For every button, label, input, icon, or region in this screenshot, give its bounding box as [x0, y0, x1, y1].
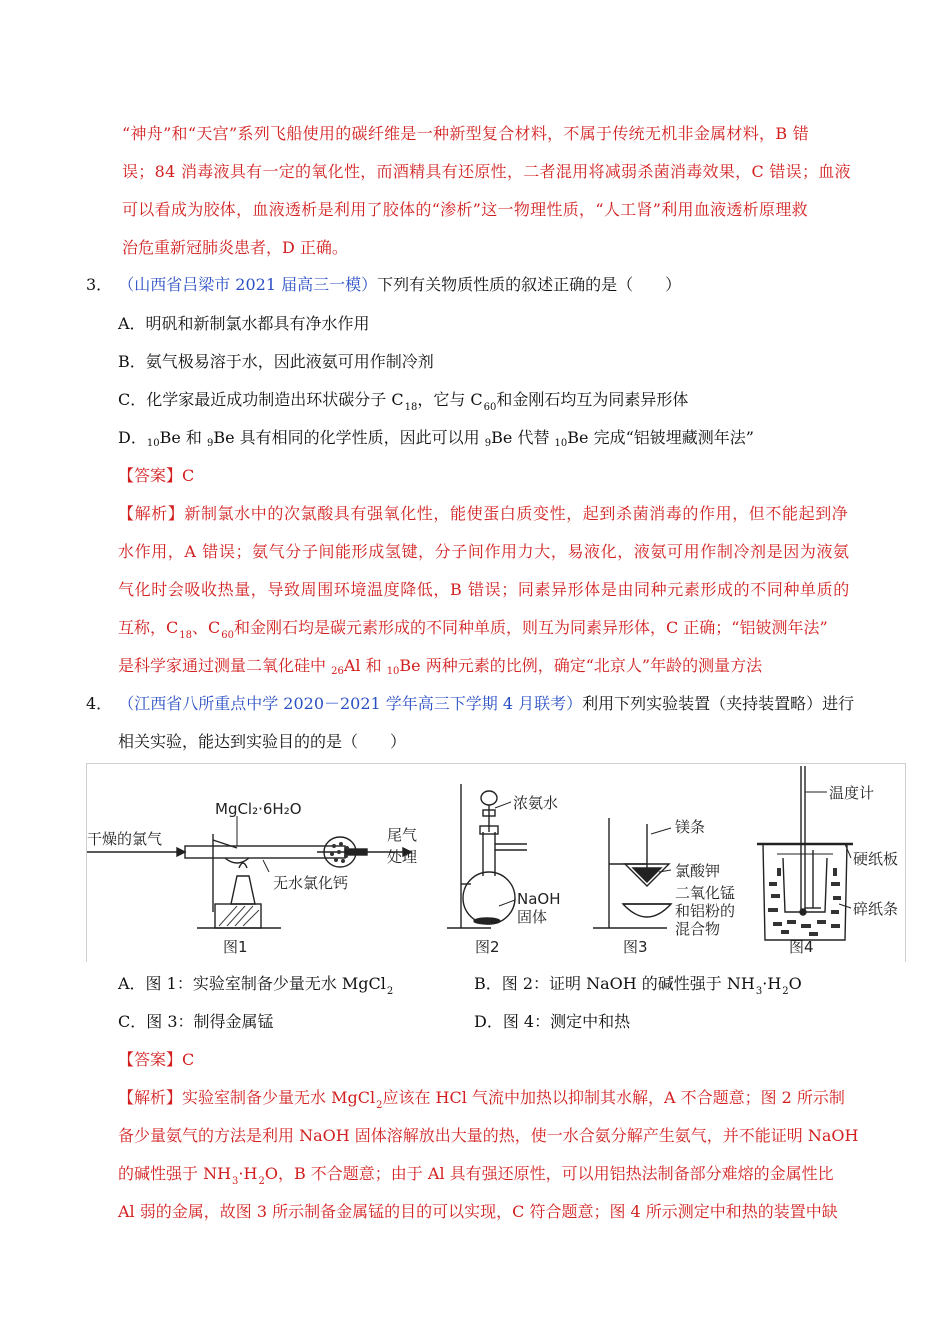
q4-answer-label: 【答案】C — [118, 1050, 195, 1069]
option-b-text: ·H — [762, 974, 782, 993]
fig-4-label: 图4 — [789, 938, 814, 956]
arrow-head — [177, 848, 185, 856]
label-mix-2: 和铝粉的 — [675, 902, 736, 920]
label-naoh: NaOH — [517, 890, 561, 908]
option-c-text: 和金刚石均互为同素异形体 — [496, 390, 689, 409]
label-thermometer: 温度计 — [829, 784, 875, 802]
question-text: 下列有关物质性质的叙述正确的是（ ） — [377, 275, 682, 294]
explanation-text: 的碱性强于 NH — [118, 1164, 232, 1183]
option-b-text: O — [788, 974, 802, 993]
option-b: B．氨气极易溶于水，因此液氨可用作制冷剂 — [118, 352, 434, 371]
option-a-text: A．图 1：实验室制备少量无水 MgCl — [118, 974, 386, 993]
q4-explanation-line-4: Al 弱的金属，故图 3 所示制备金属锰的目的可以实现，C 符合题意；图 4 所示测定中和热的装置中缺 — [118, 1202, 838, 1221]
subscript: 60 — [483, 402, 497, 413]
question-4-stem — [86, 694, 854, 714]
label-mgcl2: MgCl₂·6H₂O — [215, 800, 302, 818]
label-tail-1: 尾气 — [387, 826, 418, 844]
q4-explanation-line-2: 备少量氨气的方法是利用 NaOH 固体溶解放出大量的热，使一水合氨分解产生氨气，并不能证明 NaOH — [118, 1126, 859, 1145]
explanation-text: Al 和 — [343, 656, 387, 675]
answer-label: 【答案】C — [118, 466, 195, 485]
explanation-line-4 — [118, 618, 828, 641]
subscript: 2 — [782, 986, 789, 997]
option-a: A．明矾和新制氯水都具有净水作用 — [118, 314, 370, 333]
mass-number: 10 — [146, 438, 160, 449]
question-4-stem-2: 相关实验，能达到实验目的的是（ ） — [118, 732, 407, 751]
label-ammonia: 浓氨水 — [513, 794, 559, 812]
option-c-text: ，它与 C — [417, 390, 483, 409]
dropping-funnel — [481, 791, 497, 805]
mass-number: 9 — [206, 438, 214, 449]
label-mix-1: 二氧化锰 — [675, 884, 736, 902]
explanation-line-3: 气化时会吸收热量，导致周围环境温度降低，B 错误；同素异形体是由同种元素形成的不同种单质的 — [118, 580, 850, 599]
option-d-text: D． — [118, 428, 147, 447]
prev-explanation-line-3: 可以看成为胶体，血液透析是利用了胶体的“渗析”这一物理性质，“人工肾”利用血液透析原理救 — [122, 200, 808, 219]
label-tail-2: 处理 — [387, 848, 418, 866]
fig-3-label: 图3 — [623, 938, 648, 956]
question-number: 3． — [86, 275, 113, 294]
sand-dish — [623, 904, 671, 917]
sample-boat — [225, 858, 249, 863]
prev-explanation-line-4: 治危重新冠肺炎患者，D 正确。 — [122, 238, 348, 257]
q4-explanation-line-1 — [118, 1088, 845, 1111]
fig-1-label: 图1 — [223, 938, 248, 956]
question-source: （山西省吕梁市 2021 届高三一模） — [126, 275, 378, 294]
subscript: 2 — [386, 986, 394, 997]
apparatus-figure — [86, 763, 906, 962]
subscript: 60 — [221, 630, 234, 641]
subscript: 3 — [755, 986, 763, 997]
subscript: 3 — [232, 1176, 239, 1187]
q4-option-d: D．图 4：测定中和热 — [474, 1012, 631, 1031]
explanation-line-1: 【解析】新制氯水中的次氯酸具有强氧化性，能使蛋白质变性，起到杀菌消毒的作用，但不能起到净 — [118, 504, 849, 523]
option-d-text: Be 和 — [159, 428, 207, 447]
option-b-text: B．图 2：证明 NaOH 的碱性强于 NH — [474, 974, 755, 993]
prev-explanation-line-2: 误；84 消毒液具有一定的氧化性，而酒精具有还原性，二者混用将减弱杀菌消毒效果，C 错误；血液 — [122, 162, 851, 181]
label-dry-hcl: 干燥的氯气 — [87, 830, 163, 848]
subscript: 18 — [179, 630, 192, 641]
mass-number: 10 — [554, 438, 568, 449]
option-d — [118, 428, 754, 451]
q4-option-c: C．图 3：制得金属锰 — [118, 1012, 274, 1031]
label-paper: 碎纸条 — [853, 900, 899, 918]
prev-explanation-line-1: “神舟”和“天宫”系列飞船使用的碳纤维是一种新型复合材料，不属于传统无机非金属材料，B 错 — [122, 124, 810, 143]
label-cacl2: 无水氯化钙 — [273, 874, 349, 892]
option-c-text: C．化学家最近成功制造出环状碳分子 C — [118, 390, 404, 409]
burner — [231, 876, 255, 904]
fig-2-label: 图2 — [475, 938, 500, 956]
option-d-text: Be 具有相同的化学性质，因此可以用 — [213, 428, 485, 447]
apparatus-diagram — [87, 764, 905, 962]
q4-explanation-line-3 — [118, 1164, 834, 1187]
label-mix-3: 混合物 — [675, 920, 721, 938]
explanation-text: 应该在 HCl 气流中加热以抑制其水解，A 不合题意；图 2 所示制 — [382, 1088, 845, 1107]
subscript: 18 — [404, 402, 418, 413]
option-d-text: Be 完成“铝铍埋藏测年法” — [567, 428, 754, 447]
label-solid: 固体 — [517, 908, 548, 926]
mass-number: 10 — [386, 666, 400, 677]
explanation-text: 和金刚石均是碳元素形成的不同种单质，则互为同素异形体，C 正确；“铝铍测年法” — [233, 618, 828, 637]
block — [215, 904, 261, 928]
naoh-solid — [474, 918, 500, 924]
q4-option-b — [474, 974, 802, 997]
mass-number: 26 — [331, 666, 344, 677]
explanation-text: ·H — [238, 1164, 258, 1183]
label-cardboard: 硬纸板 — [853, 850, 899, 868]
explanation-line-5 — [118, 656, 762, 679]
explanation-text: 【解析】实验室制备少量无水 MgCl — [118, 1088, 376, 1107]
mass-number: 9 — [484, 438, 492, 449]
option-d-text: Be 代替 — [491, 428, 555, 447]
explanation-text: 是科学家通过测量二氧化硅中 — [118, 656, 332, 675]
question-source: （江西省八所重点中学 2020－2021 学年高三下学期 4 月联考） — [126, 694, 583, 713]
subscript: 2 — [376, 1100, 383, 1111]
option-c — [118, 390, 688, 413]
question-3-stem — [86, 275, 681, 295]
explanation-line-2: 水作用，A 错误；氨气分子间能形成氢键，分子间作用力大，易液化，液氨可用作制冷剂是因为液氨 — [118, 542, 850, 561]
explanation-text: 互称，C — [118, 618, 179, 637]
explanation-text: 、C — [191, 618, 221, 637]
q4-option-a — [118, 974, 393, 997]
label-kclo3: 氯酸钾 — [675, 862, 721, 880]
explanation-text: O，B 不合题意；由于 Al 具有强还原性，可以用铝热法制备部分难熔的金属性比 — [264, 1164, 834, 1183]
label-mg-strip: 镁条 — [675, 818, 706, 836]
question-text: 利用下列实验装置（夹持装置略）进行 — [582, 694, 855, 713]
explanation-text: Be 两种元素的比例，确定“北京人”年龄的测量方法 — [399, 656, 763, 675]
round-bottom-flask — [463, 872, 515, 924]
subscript: 2 — [258, 1176, 265, 1187]
question-number: 4． — [86, 694, 113, 713]
